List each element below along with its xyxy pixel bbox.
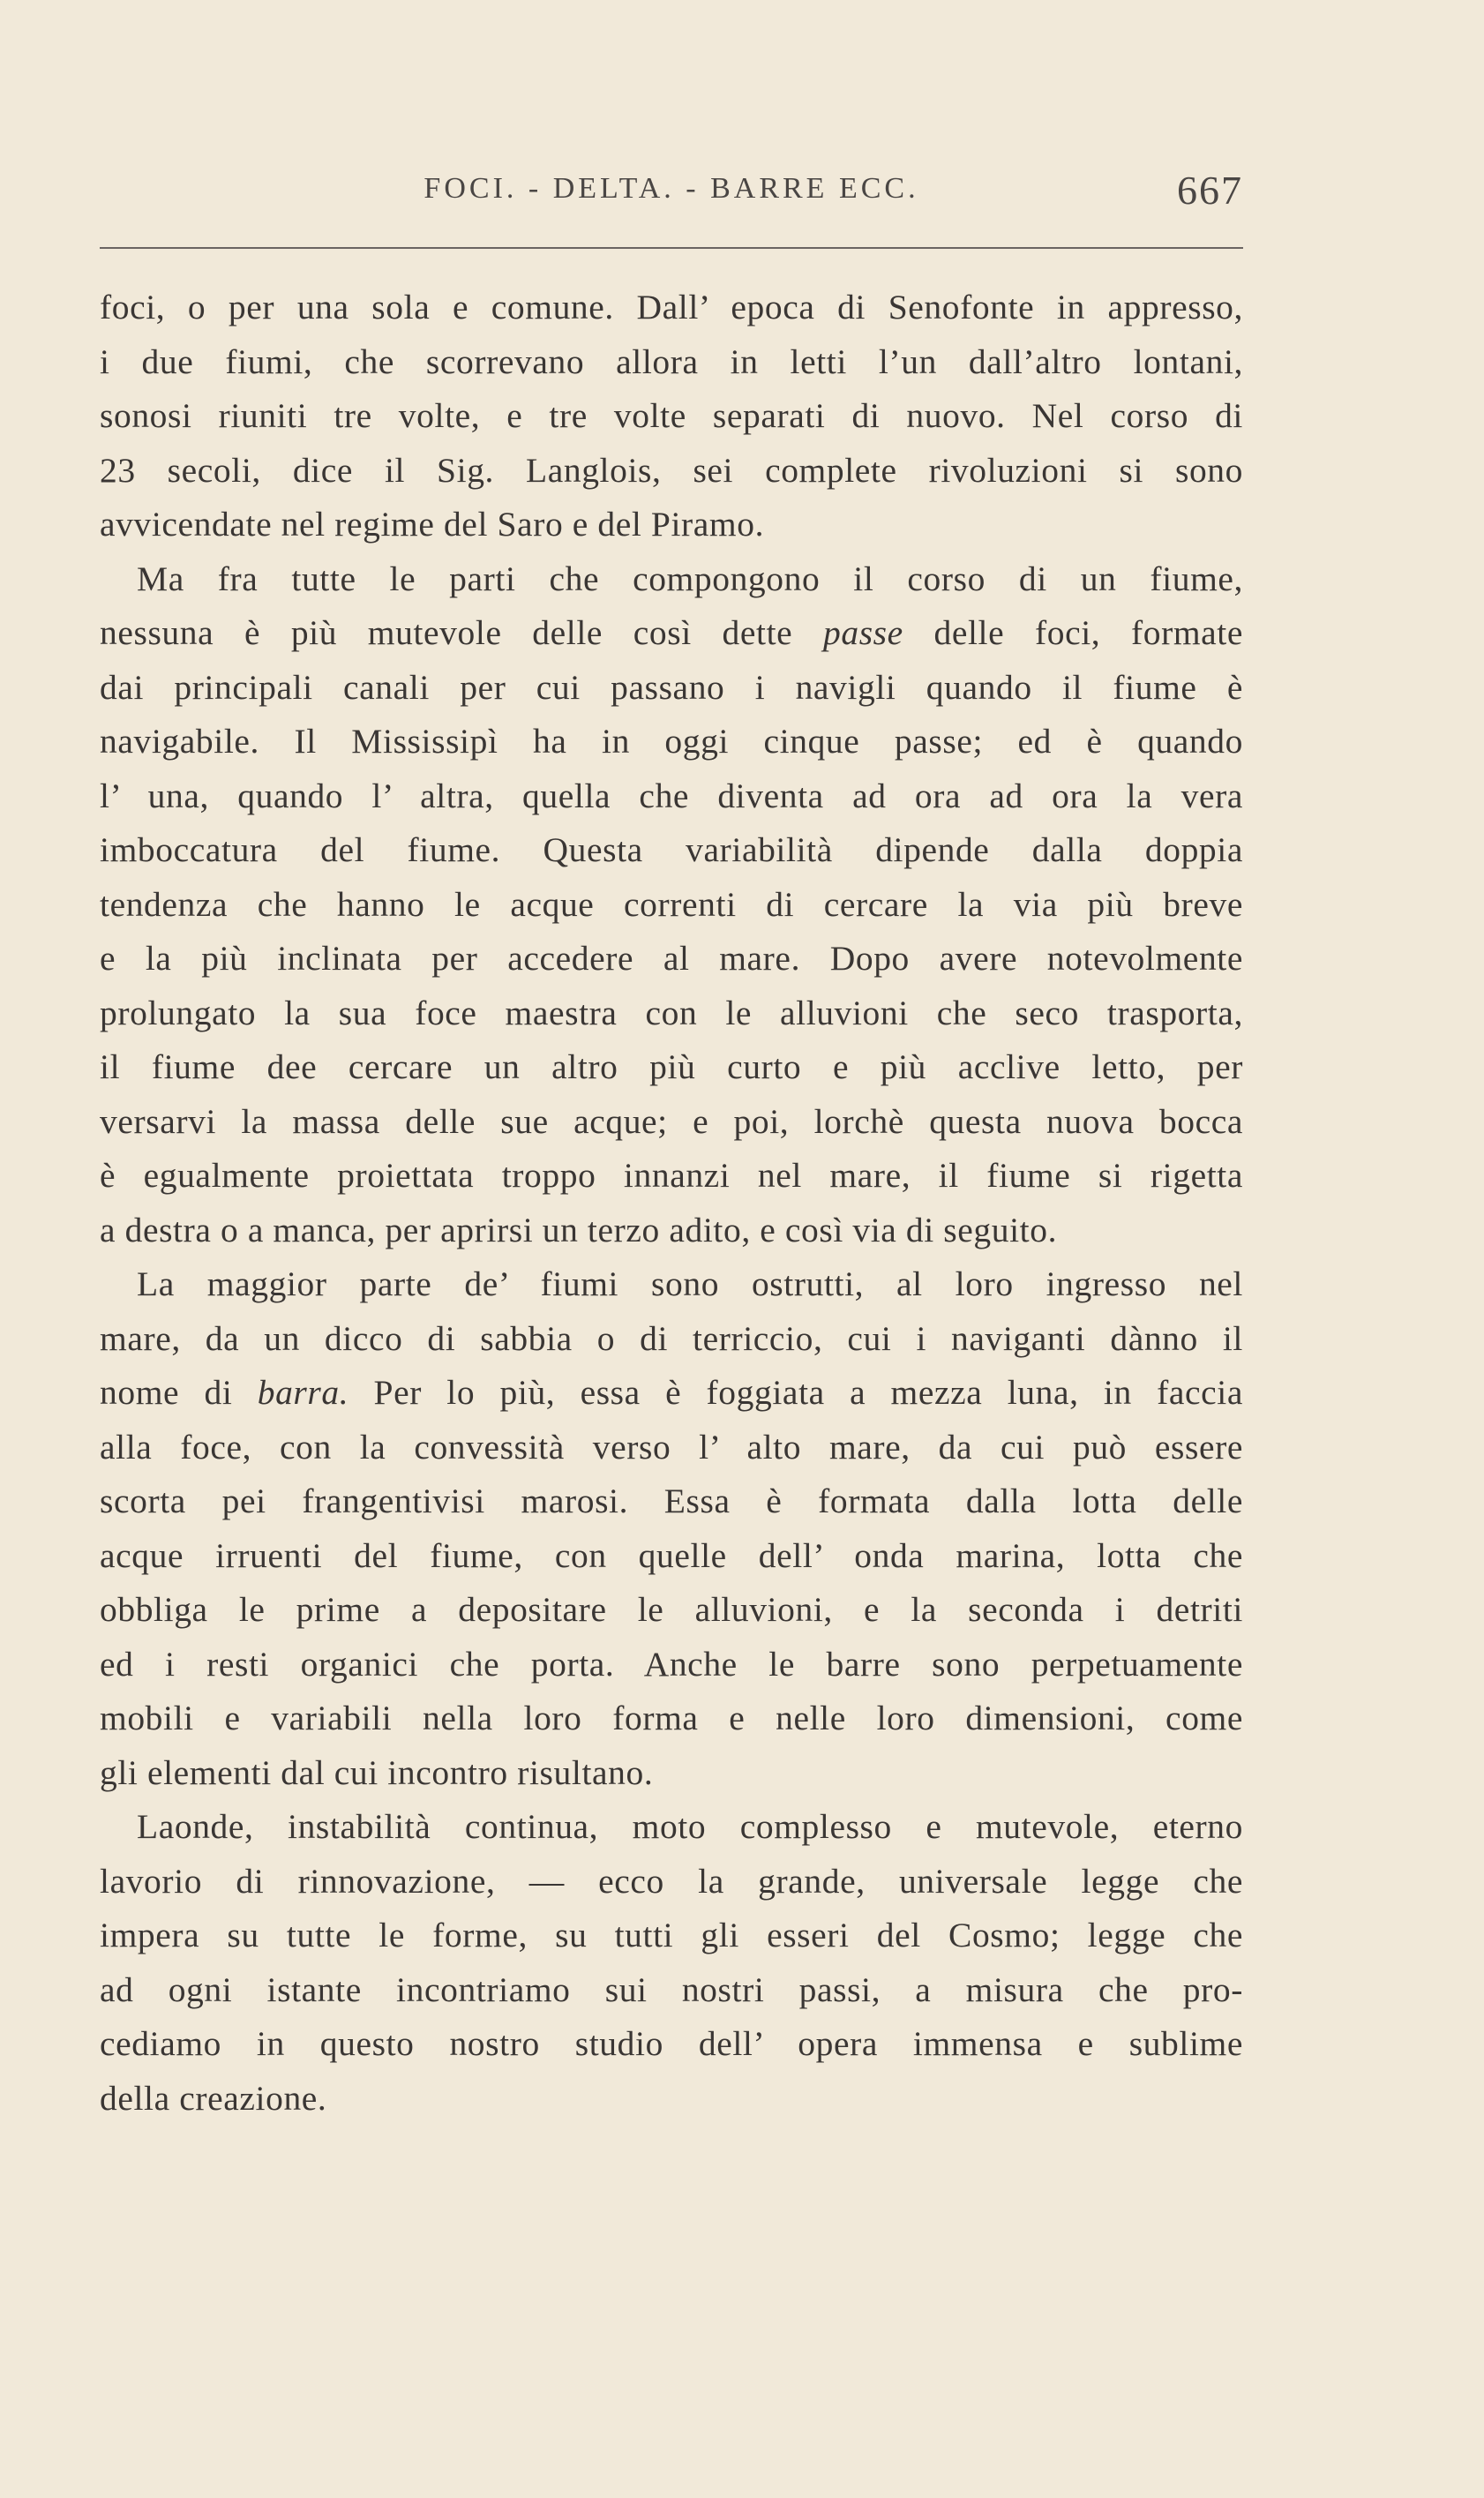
page-number: 667 (1177, 168, 1243, 213)
text-line: Laonde, instabilità continua, moto complesso e mutevole, eterno (137, 1807, 1243, 1846)
text-line: sonosi riuniti tre volte, e tre volte separati di nuovo. Nel corso di (100, 396, 1243, 435)
text-line: è egualmente proiettata troppo innanzi nel mare, il fiume si rigetta (100, 1156, 1243, 1195)
text-line: mobili e variabili nella loro forma e nelle loro dimensioni, come (100, 1699, 1243, 1737)
text-line: imboccatura del fiume. Questa variabilità dipende dalla doppia (100, 830, 1243, 869)
header-rule (100, 247, 1243, 249)
text-line: il fiume dee cercare un altro più curto e più acclive letto, per (100, 1047, 1243, 1086)
text-line: alla foce, con la convessità verso l’ alto mare, da cui può essere (100, 1427, 1243, 1467)
text-fragment: Per lo più, essa è foggiata a mezza luna, in faccia (349, 1373, 1243, 1412)
text-line: cediamo in questo nostro studio dell’ opera immensa e sublime (100, 2024, 1243, 2063)
text-line: tendenza che hanno le acque correnti di cercare la via più breve (100, 884, 1243, 924)
text-line: La maggior parte de’ fiumi sono ostrutti, al loro ingresso nel (137, 1264, 1243, 1303)
text-line: l’ una, quando l’ altra, quella che diventa ad ora ad ora la vera (100, 776, 1243, 815)
text-line: Ma fra tutte le parti che compongono il corso di un fiume, (137, 559, 1243, 598)
text-line: lavorio di rinnovazione, — ecco la grande, universale legge che (100, 1861, 1243, 1901)
text-line: prolungato la sua foce maestra con le alluvioni che seco trasporta, (100, 993, 1243, 1032)
text-line: obbliga le prime a depositare le alluvioni, e la seconda i detriti (100, 1590, 1243, 1629)
text-line: della creazione. (100, 2078, 327, 2118)
text-line: impera su tutte le forme, su tutti gli esseri del Cosmo; legge che (100, 1916, 1243, 1954)
text-line: i due fiumi, che scorrevano allora in letti l’un dall’altro lontani, (100, 341, 1243, 381)
text-line (100, 606, 1243, 661)
text-line: dai principali canali per cui passano i navigli quando il fiume è (100, 667, 1243, 707)
text-line: navigabile. Il Mississipì ha in oggi cinque passe; ed è quando (100, 722, 1243, 761)
text-line: 23 secoli, dice il Sig. Langlois, sei complete rivoluzioni si sono (100, 450, 1243, 490)
text-line: mare, da un dicco di sabbia o di terriccio, cui i naviganti dànno il (100, 1318, 1243, 1358)
text-line: e la più inclinata per accedere al mare. Dopo avere notevolmente (100, 939, 1243, 978)
italic-term: passe (823, 613, 903, 652)
text-line: a destra o a manca, per aprirsi un terzo adito, e così via di seguito. (100, 1210, 1058, 1249)
text-line: scorta pei frangentivisi marosi. Essa è formata dalla lotta delle (100, 1482, 1243, 1520)
italic-term: barra. (257, 1373, 349, 1412)
text-line: foci, o per una sola e comune. Dall’ epoca di Senofonte in appresso, (100, 288, 1243, 326)
text-fragment: nessuna è più mutevole delle così dette (100, 613, 823, 652)
page-header (100, 168, 1243, 225)
text-fragment: nome di (100, 1373, 258, 1412)
text-line: ad ogni istante incontriamo sui nostri passi, a misura che pro- (100, 1969, 1243, 2009)
body-text (100, 281, 1243, 2126)
text-line: ed i resti organici che porta. Anche le barre sono perpetuamente (100, 1644, 1243, 1684)
text-fragment: delle foci, formate (903, 613, 1243, 652)
text-line: gli elementi dal cui incontro risultano. (100, 1752, 654, 1792)
text-line: versarvi la massa delle sue acque; e poi, lorchè questa nuova bocca (100, 1101, 1243, 1141)
running-head: FOCI. - DELTA. - BARRE ECC. (423, 172, 919, 205)
text-line: avvicendate nel regime del Saro e del Piramo. (100, 505, 765, 544)
text-line: acque irruenti del fiume, con quelle dell’ onda marina, lotta che (100, 1535, 1243, 1575)
text-line (100, 1366, 1243, 1421)
